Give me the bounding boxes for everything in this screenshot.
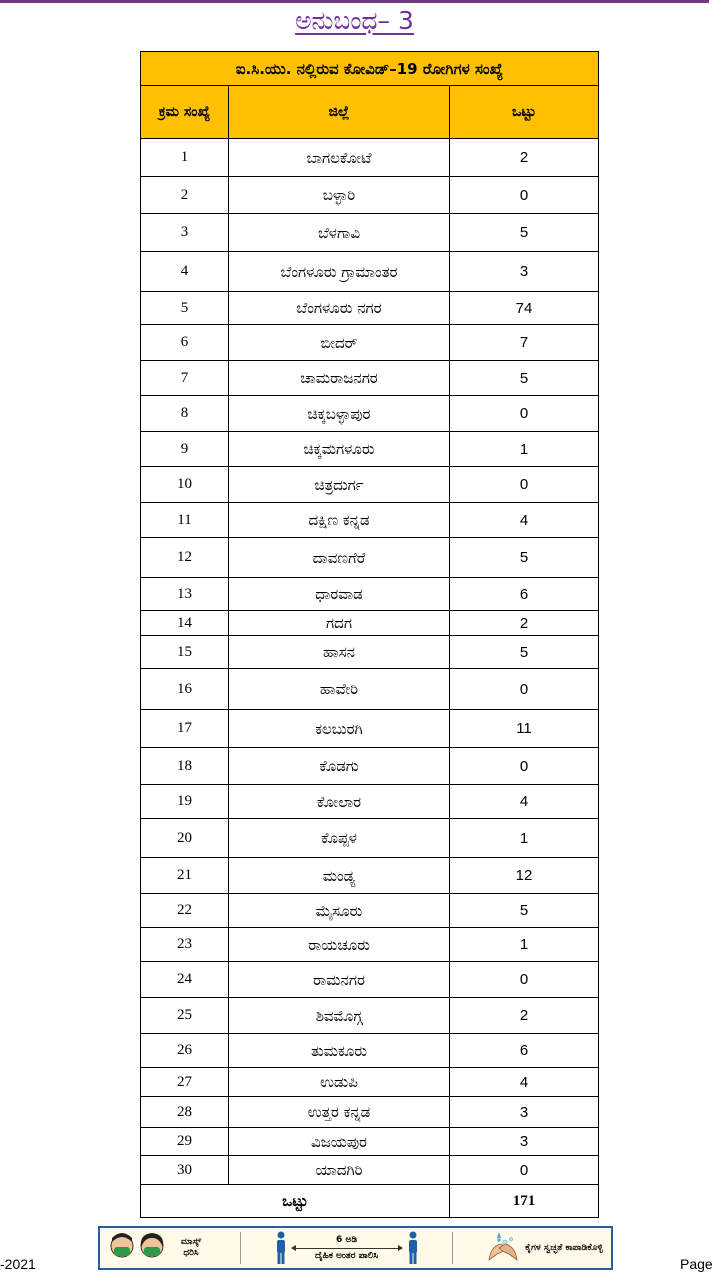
distance-value: 6 ಅಡಿ xyxy=(336,1234,357,1245)
mask-section xyxy=(108,1230,208,1266)
icu-patients-table xyxy=(140,51,599,1218)
serial-cell: 1 xyxy=(141,139,229,177)
table-row xyxy=(141,538,599,578)
count-cell: 3 xyxy=(450,252,599,292)
district-cell: ಧಾರವಾಡ xyxy=(229,578,450,611)
serial-cell: 13 xyxy=(141,578,229,611)
district-cell: ಉಡುಪಿ xyxy=(229,1068,450,1097)
district-cell: ಕಲಬುರಗಿ xyxy=(229,710,450,748)
serial-cell: 7 xyxy=(141,361,229,396)
hand-wash-icon xyxy=(485,1230,521,1266)
table-row xyxy=(141,928,599,962)
count-cell: 5 xyxy=(450,214,599,252)
footer-date: -2021 xyxy=(0,1256,36,1272)
count-cell: 0 xyxy=(450,396,599,432)
serial-cell: 8 xyxy=(141,396,229,432)
count-cell: 2 xyxy=(450,139,599,177)
count-cell: 0 xyxy=(450,748,599,785)
count-cell: 12 xyxy=(450,858,599,894)
header-total: ಒಟ್ಟು xyxy=(450,86,599,139)
table-row xyxy=(141,962,599,998)
district-cell: ಶಿವಮೊಗ್ಗ xyxy=(229,998,450,1034)
serial-cell: 27 xyxy=(141,1068,229,1097)
table-row xyxy=(141,503,599,538)
hand-section xyxy=(485,1230,603,1266)
district-cell: ಹಾವೇರಿ xyxy=(229,669,450,710)
count-cell: 3 xyxy=(450,1097,599,1128)
table-row xyxy=(141,748,599,785)
table-row xyxy=(141,669,599,710)
district-cell: ವಿಜಯಪುರ xyxy=(229,1128,450,1156)
count-cell: 5 xyxy=(450,894,599,928)
person-icon xyxy=(274,1231,288,1265)
table-row xyxy=(141,998,599,1034)
district-cell: ಕೋಲಾರ xyxy=(229,785,450,819)
count-cell: 74 xyxy=(450,292,599,325)
serial-cell: 29 xyxy=(141,1128,229,1156)
district-cell: ಚಾಮರಾಜನಗರ xyxy=(229,361,450,396)
count-cell: 1 xyxy=(450,819,599,858)
count-cell: 2 xyxy=(450,611,599,636)
serial-cell: 22 xyxy=(141,894,229,928)
top-rule xyxy=(0,0,709,3)
table-row xyxy=(141,325,599,361)
distance-text: ದೈಹಿಕ ಅಂತರ ಪಾಲಿಸಿ xyxy=(314,1250,379,1261)
table-row xyxy=(141,710,599,748)
district-cell: ಬೆಂಗಳೂರು ಗ್ರಾಮಾಂತರ xyxy=(229,252,450,292)
serial-cell: 9 xyxy=(141,432,229,467)
table-row xyxy=(141,361,599,396)
safety-banner xyxy=(98,1226,613,1270)
serial-cell: 26 xyxy=(141,1034,229,1068)
table-row xyxy=(141,139,599,177)
serial-cell: 16 xyxy=(141,669,229,710)
header-district: ಜಿಲ್ಲೆ xyxy=(229,86,450,139)
serial-cell: 11 xyxy=(141,503,229,538)
count-cell: 3 xyxy=(450,1128,599,1156)
table-row xyxy=(141,785,599,819)
count-cell: 5 xyxy=(450,636,599,669)
count-cell: 4 xyxy=(450,1068,599,1097)
count-cell: 5 xyxy=(450,538,599,578)
distance-section xyxy=(274,1231,420,1265)
serial-cell: 14 xyxy=(141,611,229,636)
serial-cell: 23 xyxy=(141,928,229,962)
serial-cell: 15 xyxy=(141,636,229,669)
total-label: ಒಟ್ಟು xyxy=(141,1185,450,1218)
table-row xyxy=(141,636,599,669)
district-cell: ಮಂಡ್ಯ xyxy=(229,858,450,894)
count-cell: 5 xyxy=(450,361,599,396)
hand-text: ಕೈಗಳ ಸ್ವಚ್ಛತೆ ಕಾಪಾಡಿಕೊಳ್ಳಿ xyxy=(525,1242,603,1253)
table-row xyxy=(141,858,599,894)
table-row xyxy=(141,432,599,467)
district-cell: ಬೀದರ್ xyxy=(229,325,450,361)
serial-cell: 4 xyxy=(141,252,229,292)
table-row xyxy=(141,1156,599,1185)
count-cell: 2 xyxy=(450,998,599,1034)
serial-cell: 12 xyxy=(141,538,229,578)
count-cell: 11 xyxy=(450,710,599,748)
district-cell: ರಾಯಚೂರು xyxy=(229,928,450,962)
serial-cell: 3 xyxy=(141,214,229,252)
count-cell: 7 xyxy=(450,325,599,361)
district-cell: ಕೊಡಗು xyxy=(229,748,450,785)
count-cell: 0 xyxy=(450,1156,599,1185)
count-cell: 0 xyxy=(450,669,599,710)
page-title: ಅನುಬಂಧ– 3 xyxy=(295,6,414,35)
count-cell: 4 xyxy=(450,785,599,819)
table-row xyxy=(141,214,599,252)
table-row xyxy=(141,177,599,214)
district-cell: ಕೊಪ್ಪಳ xyxy=(229,819,450,858)
table-row xyxy=(141,1034,599,1068)
district-cell: ಗದಗ xyxy=(229,611,450,636)
serial-cell: 24 xyxy=(141,962,229,998)
district-cell: ಮೈಸೂರು xyxy=(229,894,450,928)
table-row xyxy=(141,894,599,928)
district-cell: ಹಾಸನ xyxy=(229,636,450,669)
serial-cell: 28 xyxy=(141,1097,229,1128)
district-cell: ಬೆಂಗಳೂರು ನಗರ xyxy=(229,292,450,325)
district-cell: ಬೆಳಗಾವಿ xyxy=(229,214,450,252)
table-caption: ಐ.ಸಿ.ಯು. ನಲ್ಲಿರುವ ಕೋವಿಡ್–19 ರೋಗಿಗಳ ಸಂಖ್ಯೆ xyxy=(141,52,599,86)
table-row xyxy=(141,396,599,432)
district-cell: ಯಾದಗಿರಿ xyxy=(229,1156,450,1185)
district-cell: ದಾವಣಗೆರೆ xyxy=(229,538,450,578)
count-cell: 0 xyxy=(450,177,599,214)
total-value: 171 xyxy=(450,1185,599,1218)
count-cell: 1 xyxy=(450,432,599,467)
serial-cell: 6 xyxy=(141,325,229,361)
serial-cell: 30 xyxy=(141,1156,229,1185)
district-cell: ಬಾಗಲಕೋಟೆ xyxy=(229,139,450,177)
face-mask-icon xyxy=(108,1230,170,1266)
district-cell: ತುಮಕೂರು xyxy=(229,1034,450,1068)
serial-cell: 5 xyxy=(141,292,229,325)
table-row xyxy=(141,611,599,636)
mask-text: ಮಾಸ್ಕ್ ಧರಿಸಿ xyxy=(180,1237,202,1258)
table-row xyxy=(141,1068,599,1097)
district-cell: ದಕ್ಷಿಣ ಕನ್ನಡ xyxy=(229,503,450,538)
count-cell: 6 xyxy=(450,1034,599,1068)
person-icon xyxy=(406,1231,420,1265)
district-cell: ರಾಮನಗರ xyxy=(229,962,450,998)
district-cell: ಬಳ್ಳಾರಿ xyxy=(229,177,450,214)
table-row xyxy=(141,1097,599,1128)
count-cell: 6 xyxy=(450,578,599,611)
distance-text-block xyxy=(292,1235,402,1262)
banner-divider xyxy=(240,1232,241,1264)
count-cell: 4 xyxy=(450,503,599,538)
table-row xyxy=(141,467,599,503)
district-cell: ಉತ್ತರ ಕನ್ನಡ xyxy=(229,1097,450,1128)
footer-page: Page xyxy=(680,1256,713,1272)
serial-cell: 21 xyxy=(141,858,229,894)
district-cell: ಚಿತ್ರದುರ್ಗ xyxy=(229,467,450,503)
serial-cell: 17 xyxy=(141,710,229,748)
serial-cell: 18 xyxy=(141,748,229,785)
table-row xyxy=(141,819,599,858)
serial-cell: 20 xyxy=(141,819,229,858)
header-serial: ಕ್ರಮ ಸಂಖ್ಯೆ xyxy=(141,86,229,139)
table-row xyxy=(141,1128,599,1156)
table-row xyxy=(141,292,599,325)
banner-divider xyxy=(452,1232,453,1264)
district-cell: ಚಿಕ್ಕಬಳ್ಳಾಪುರ xyxy=(229,396,450,432)
district-cell: ಚಿಕ್ಕಮಗಳೂರು xyxy=(229,432,450,467)
count-cell: 1 xyxy=(450,928,599,962)
count-cell: 0 xyxy=(450,467,599,503)
table-row xyxy=(141,578,599,611)
serial-cell: 10 xyxy=(141,467,229,503)
serial-cell: 25 xyxy=(141,998,229,1034)
table-row xyxy=(141,252,599,292)
serial-cell: 2 xyxy=(141,177,229,214)
distance-arrow-icon xyxy=(292,1248,402,1249)
count-cell: 0 xyxy=(450,962,599,998)
serial-cell: 19 xyxy=(141,785,229,819)
